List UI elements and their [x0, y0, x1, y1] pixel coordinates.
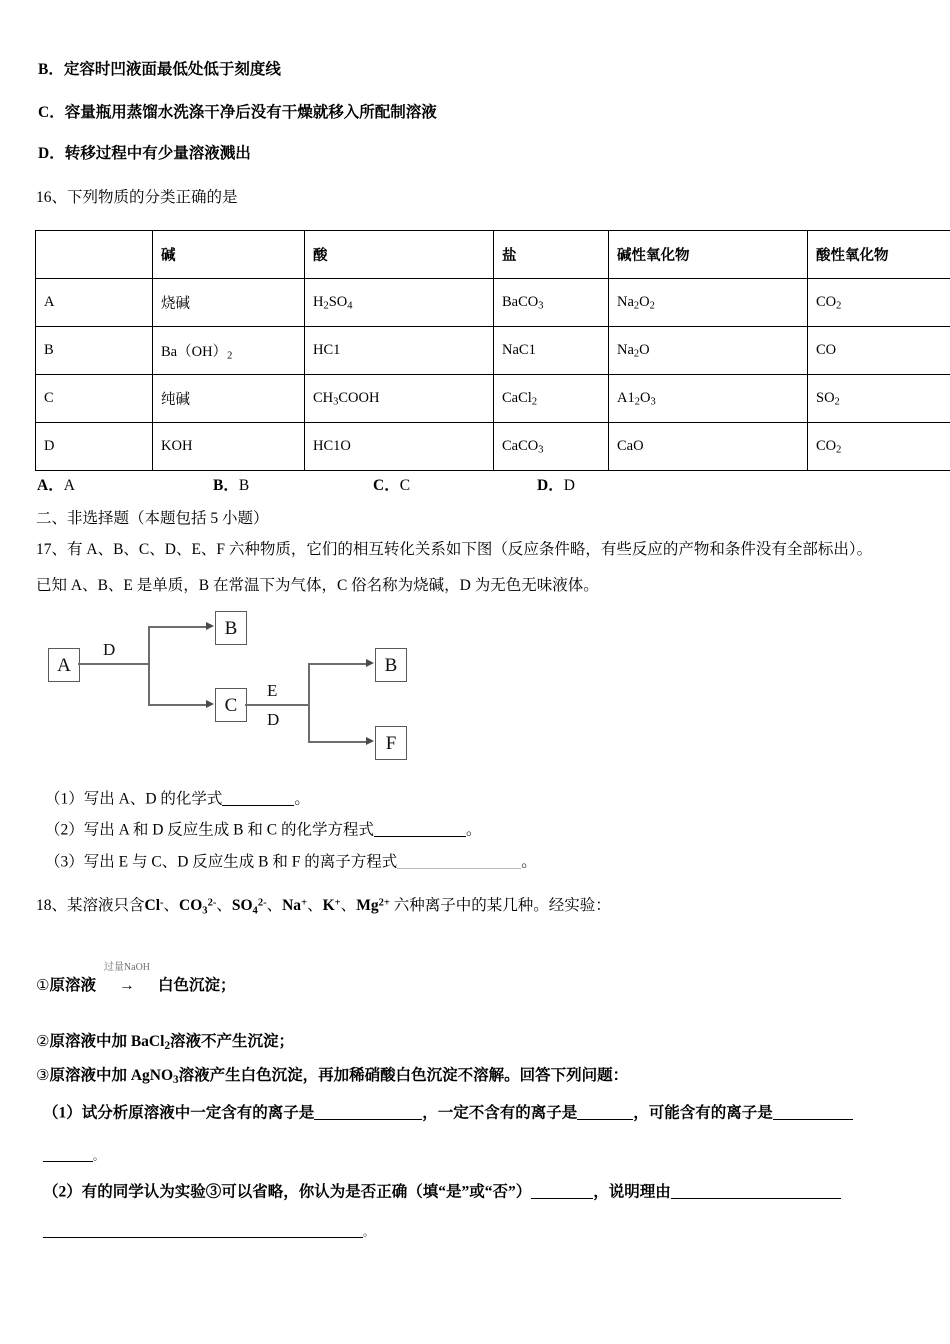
table-cell: HC1	[305, 327, 494, 375]
q15-option-c-text: 容量瓶用蒸馏水洗涤干净后没有干燥就移入所配制溶液	[64, 104, 437, 121]
q18-exp1-arrow-group	[96, 962, 158, 994]
q15-option-c-label: C．	[38, 104, 65, 121]
q15-option-d-label: D．	[38, 145, 65, 162]
flow-box-b-right: B	[375, 648, 407, 682]
q17-given: 已知 A、B、E 是单质，B 在常温下为气体，C 俗名称为烧碱，D 为无色无味液体。	[36, 577, 599, 594]
classification-table	[35, 230, 950, 471]
q18-sub2-blank1[interactable]	[531, 1183, 593, 1199]
q18-sub2-blank3[interactable]	[43, 1222, 363, 1238]
ion-formula: $SO^{42-}$	[231, 897, 267, 917]
table-row	[36, 279, 950, 327]
q17-sub3-text: 写出 E 与 C、D 反应生成 B 和 F 的离子方程式	[83, 853, 398, 871]
ion-formula: Na+	[282, 897, 308, 914]
q16-answer-c[interactable]: C．C	[373, 477, 411, 494]
table-cell: $Na_2O$	[609, 327, 808, 375]
q18-exp1-num: ①	[36, 976, 50, 994]
ion-separator: 、	[307, 897, 323, 914]
q16-stem: 16、下列物质的分类正确的是	[36, 189, 238, 206]
table-cell: CO	[808, 327, 950, 375]
q18-exp2-post: 溶液不产生沉淀；	[170, 1033, 295, 1050]
q18-sub1-blank2[interactable]	[577, 1104, 633, 1120]
q15-option-c	[38, 105, 437, 121]
table-row	[36, 423, 950, 471]
q18-sub2	[43, 1183, 841, 1200]
q18-exp2-pre: 原溶液中加	[49, 1033, 131, 1050]
q18-sub1	[43, 1104, 853, 1121]
q17-sub3	[45, 853, 537, 870]
ion-formula: Cl-	[144, 897, 164, 914]
table-header-cell: 碱性氧化物	[609, 231, 808, 279]
q18-sub2-cont	[43, 1222, 374, 1239]
q18-exp1-right: 白色沉淀；	[157, 977, 236, 994]
flow-label-d1: D	[103, 640, 116, 659]
q18-exp3-formula: AgNO$_3$	[130, 1067, 179, 1086]
table-cell: CaO	[609, 423, 808, 471]
q17-sub2-text: 写出 A 和 D 反应生成 B 和 C 的化学方程式	[83, 821, 374, 839]
flow-line-c-to-junction2	[245, 704, 309, 706]
table-row-key: A	[36, 279, 153, 327]
section2-heading: 二、非选择题（本题包括 5 小题）	[36, 510, 269, 527]
q15-option-b	[38, 62, 281, 78]
flow-arrow-to-b-top	[206, 622, 214, 630]
table-row	[36, 375, 950, 423]
flow-arrow-to-c	[206, 700, 214, 708]
q17-flow-diagram	[45, 608, 465, 768]
ion-separator: 、	[163, 897, 180, 914]
q18-sub2-blank2[interactable]	[671, 1183, 841, 1199]
q16-answer-a[interactable]: A．A	[37, 477, 75, 494]
table-cell: $Ba(OH)_2$	[153, 327, 305, 375]
ion-separator: 、	[340, 897, 357, 914]
q17-sub1-end: 。	[294, 790, 310, 808]
q15-option-b-label: B．	[38, 61, 64, 78]
q18-exp3-post: 溶液产生白色沉淀，再加稀硝酸白色沉淀不溶解。回答下列问题：	[178, 1067, 629, 1084]
table-cell: 烧碱	[153, 279, 305, 327]
table-row-key: C	[36, 375, 153, 423]
q18-sub1-blank3[interactable]	[773, 1104, 853, 1120]
flow-box-a: A	[48, 648, 80, 682]
q17-stem: 17、有 A、B、C、D、E、F 六种物质，它们的相互转化关系如下图（反应条件略，有些反应的产物和条件没有全部标出）。	[36, 541, 873, 558]
table-header-cell: 盐	[494, 231, 609, 279]
table-cell: CaCl$_2$	[494, 375, 609, 423]
table-header-cell: 碱	[153, 231, 305, 279]
q17-sub2-end: 。	[465, 821, 482, 839]
q18-sub1-seg1: 试分析原溶液中一定含有的离子是	[81, 1104, 315, 1122]
q18-sub1-end: 。	[93, 1150, 104, 1163]
q17-sub1	[45, 790, 310, 807]
flow-line-junction1-vertical	[148, 626, 150, 704]
q16-answer-b[interactable]: B．B	[213, 477, 250, 494]
q18-ion-list	[144, 897, 394, 917]
flow-box-f: F	[375, 726, 407, 760]
table-cell: $A1_2O_3$	[609, 375, 808, 423]
flow-line-junction1-to-b	[148, 626, 208, 628]
q17-sub2-num: （2）	[45, 821, 84, 839]
table-cell: HC1O	[305, 423, 494, 471]
q18-sub1-seg2: ，一定不含有的离子是	[422, 1104, 578, 1122]
flow-line-junction1-to-c	[148, 704, 208, 706]
ion-separator: 、	[216, 897, 232, 914]
flow-arrow-to-b-right	[366, 659, 374, 667]
flow-arrow-to-f	[366, 737, 374, 745]
table-row-key: B	[36, 327, 153, 375]
table-cell: 纯碱	[153, 375, 305, 423]
table-cell: NaC1	[494, 327, 609, 375]
table-cell: BaCO$_3$	[494, 279, 609, 327]
table-header-cell	[36, 231, 153, 279]
q17-sub2	[45, 821, 482, 838]
flow-label-d2: D	[267, 710, 280, 729]
table-cell: KOH	[153, 423, 305, 471]
q18-exp3-num: ③	[36, 1066, 50, 1084]
ion-formula: K+	[322, 897, 341, 914]
ion-formula: $Mg^{2+}$	[356, 897, 390, 914]
q17-sub1-blank[interactable]	[222, 790, 294, 806]
q18-stem	[36, 898, 611, 917]
q17-sub3-end: 。	[521, 853, 537, 871]
q17-sub3-blank[interactable]	[397, 853, 521, 869]
q18-sub2-seg2: ，说明理由	[593, 1183, 671, 1201]
q18-stem-post: 六种离子中的某几种。经实验：	[393, 897, 611, 914]
flow-box-b-top: B	[215, 611, 247, 645]
ion-separator: 、	[266, 897, 283, 914]
table-header-cell: 酸性氧化物	[808, 231, 950, 279]
flow-line-junction2-vertical	[308, 663, 310, 742]
q18-exp2-formula: BaCl$_2$	[130, 1033, 171, 1052]
q18-stem-pre: 18、某溶液只含	[36, 897, 145, 914]
q18-sub1-num: （1）	[43, 1104, 82, 1122]
table-header-cell: 酸	[305, 231, 494, 279]
q18-sub2-num: （2）	[43, 1183, 82, 1201]
q18-sub1-blank4[interactable]	[43, 1146, 93, 1162]
q18-sub2-end: 。	[363, 1226, 374, 1239]
arrow-right-icon: →	[119, 977, 135, 994]
table-cell: CaCO$_3$	[494, 423, 609, 471]
table-cell: $CO_2$	[808, 279, 950, 327]
table-row-key: D	[36, 423, 153, 471]
flow-line-junction2-to-f	[308, 741, 368, 743]
q18-sub1-seg3: ，可能含有的离子是	[633, 1104, 773, 1122]
q18-exp2	[36, 1034, 294, 1052]
flow-line-junction2-to-b	[308, 663, 368, 665]
q16-answer-d[interactable]: D．D	[537, 477, 575, 494]
q17-sub3-num: （3）	[45, 853, 84, 871]
q16-table-wrap	[35, 230, 950, 471]
q15-option-b-text: 定容时凹液面最低处低于刻度线	[63, 61, 281, 78]
flow-box-c: C	[215, 688, 247, 722]
q18-sub1-blank1[interactable]	[314, 1104, 422, 1120]
q18-sub1-cont	[43, 1146, 104, 1163]
table-cell: $CO_2$	[808, 423, 950, 471]
table-header-row	[36, 231, 950, 279]
q18-exp3	[36, 1068, 628, 1086]
table-cell: $Na_2O_2$	[609, 279, 808, 327]
q18-exp2-num: ②	[36, 1032, 50, 1050]
q18-exp1	[36, 962, 236, 994]
q15-option-d-text: 转移过程中有少量溶液溅出	[64, 145, 251, 162]
q15-option-d	[38, 146, 251, 162]
table-cell: $SO_2$	[808, 375, 950, 423]
flow-line-a-to-junction	[78, 663, 149, 665]
q17-sub2-blank[interactable]	[374, 821, 466, 837]
q17-sub1-num: （1）	[45, 790, 84, 808]
q18-exp1-condition: 过量NaOH	[103, 962, 151, 973]
q17-sub1-text: 写出 A、D 的化学式	[83, 790, 223, 808]
table-cell: $H_2SO_4$	[305, 279, 494, 327]
table-row	[36, 327, 950, 375]
flow-label-e1: E	[267, 681, 278, 700]
q18-exp1-left: 原溶液	[49, 977, 96, 994]
table-cell: $CH_3COOH$	[305, 375, 494, 423]
q18-sub2-seg1: 有的同学认为实验③可以省略，你认为是否正确（填“是”或“否”）	[81, 1183, 532, 1201]
ion-formula: $CO^{32-}$	[179, 897, 217, 917]
q18-exp3-pre: 原溶液中加	[49, 1067, 131, 1084]
